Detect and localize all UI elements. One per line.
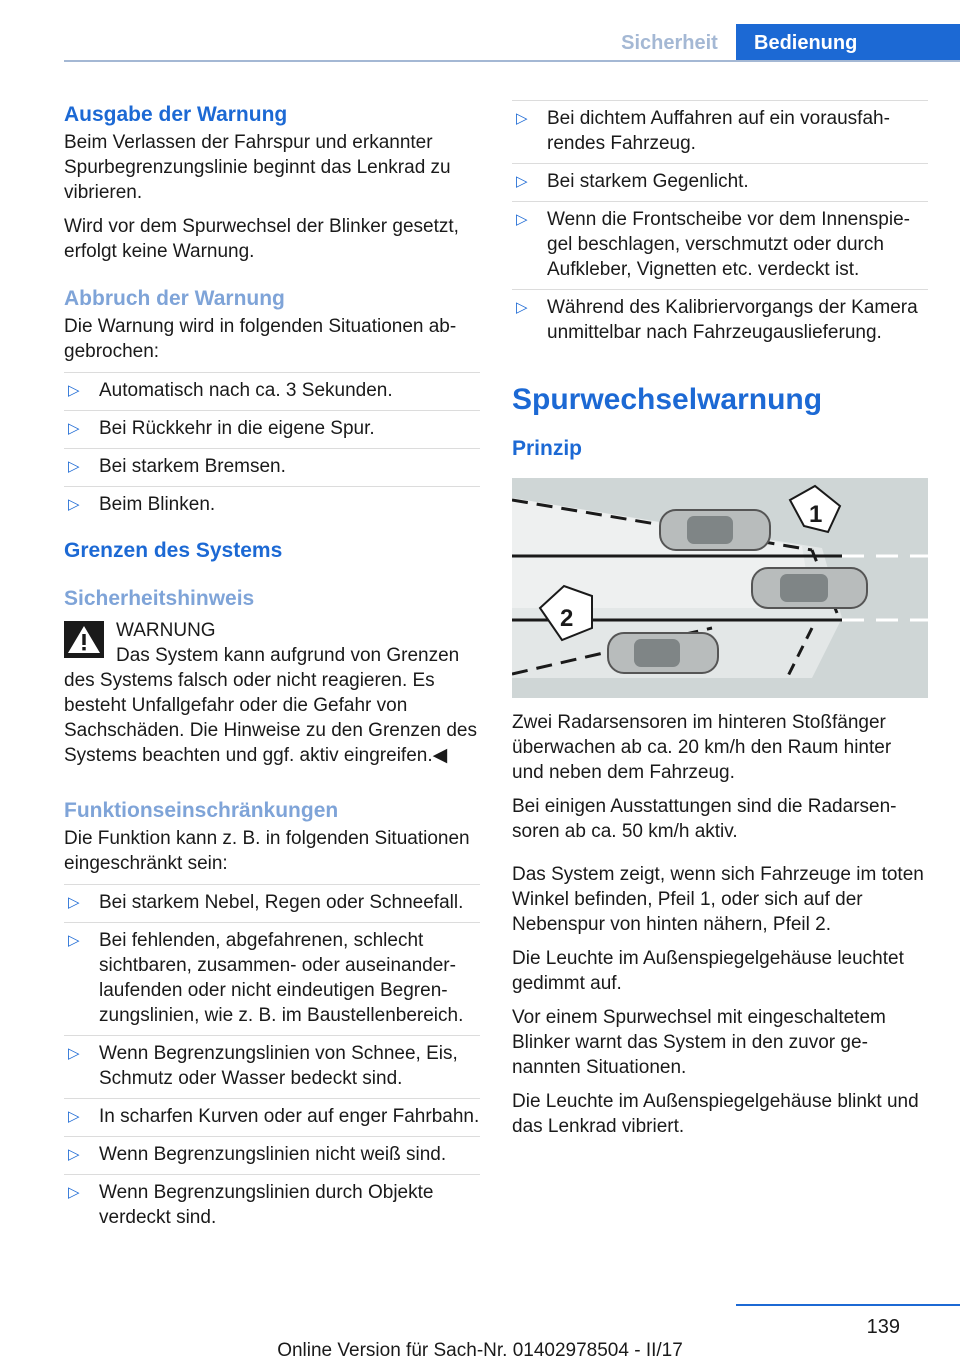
list-item: ▷ Bei dichtem Auffahren auf ein vorausfahrendes Fahrzeug. [512,100,928,163]
page-number: 139 [866,1316,900,1338]
heading-abbruch: Abbruch der Warnung [64,287,285,310]
paragraph: Die Funktion kann z. B. in folgenden Situationen eingeschränkt sein: [64,828,470,874]
list-item: ▷ In scharfen Kurven oder auf enger Fahrbahn. [64,1098,480,1136]
continued-list [512,100,928,352]
list-item: ▷ Bei starkem Nebel, Regen oder Schneefall. [64,884,480,922]
paragraph: Das System zeigt, wenn sich Fahrzeuge im toten Winkel befinden, Pfeil 1, oder sich auf der Nebenspur von hinten nähern, Pfeil 2. [512,864,924,935]
warning-triangle-icon [64,621,104,658]
funktion-list [64,884,480,1237]
heading-prinzip: Prinzip [512,437,583,460]
list-item: ▷ Beim Blinken. [64,486,480,524]
warning-text: des Systems falsch oder nicht reagieren. Es besteht Unfallgefahr oder die Gefahr von Sachschäden. Die Hinweise zu den Grenzen des Systems beachten und ggf. aktiv eingreifen.◀ [64,670,477,766]
triangle-bullet-icon: ▷ [516,110,528,127]
abbruch-list [64,372,480,524]
paragraph: Vor einem Spurwechsel mit eingeschaltetem Blinker warnt das System in den zuvor genannten Situationen. [512,1007,886,1078]
car-middle [752,568,867,608]
paragraph: Bei einigen Ausstattungen sind die Radarsensoren ab ca. 50 km/h aktiv. [512,796,897,842]
lane-change-diagram [512,478,928,698]
paragraph: Die Leuchte im Außenspiegelgehäuse blinkt und das Lenkrad vibriert. [512,1091,919,1137]
list-item: ▷ Bei starkem Bremsen. [64,448,480,486]
paragraph: Die Warnung wird in folgenden Situationen abgebrochen: [64,316,457,362]
triangle-bullet-icon: ▷ [68,1045,80,1062]
right-column [512,100,928,1148]
triangle-bullet-icon: ▷ [68,496,80,513]
warning-text-line1: Das System kann aufgrund von Grenzen [116,645,460,666]
svg-text:1: 1 [809,501,823,528]
tab-bedienung[interactable]: Bedienung [736,24,960,62]
header-rule [64,60,960,62]
triangle-bullet-icon: ▷ [68,932,80,949]
triangle-bullet-icon: ▷ [516,211,528,228]
triangle-bullet-icon: ▷ [516,299,528,316]
list-item: ▷ Automatisch nach ca. 3 Sekunden. [64,372,480,410]
tab-sicherheit[interactable]: Sicherheit [621,32,718,54]
list-item: ▷ Bei Rückkehr in die eigene Spur. [64,410,480,448]
paragraph: Wird vor dem Spurwechsel der Blinker gesetzt, erfolgt keine Warnung. [64,216,459,262]
heading-grenzen: Grenzen des Systems [64,539,283,562]
svg-text:2: 2 [560,605,574,632]
paragraph: Beim Verlassen der Fahrspur und erkannter Spurbegrenzungslinie beginnt das Lenkrad zu vibrieren. [64,132,451,203]
warning-title: WARNUNG [116,620,216,641]
footer-rule [736,1304,960,1306]
heading-sicherheitshinweis: Sicherheitshinweis [64,587,255,610]
triangle-bullet-icon: ▷ [68,458,80,475]
list-item: ▷ Wenn Begrenzungslinien nicht weiß sind. [64,1136,480,1174]
triangle-bullet-icon: ▷ [68,1146,80,1163]
list-item: ▷ Bei fehlenden, abgefahrenen, schlecht sichtbaren, zusammen- oder auseinanderlaufenden oder nicht eindeutigen Begrenzungslinien, wie z. B. im Baustellenbereich. [64,922,480,1035]
paragraph: Die Leuchte im Außenspiegelgehäuse leuchtet gedimmt auf. [512,948,904,994]
warning-box [64,618,480,768]
triangle-bullet-icon: ▷ [68,1184,80,1201]
car-bottom [608,633,718,673]
left-column [64,100,480,1237]
list-item: ▷ Während des Kalibriervorgangs der Kamera unmittelbar nach Fahrzeugauslieferung. [512,289,928,352]
heading-funktion: Funktionseinschränkungen [64,799,339,822]
diagram-svg [512,478,928,698]
triangle-bullet-icon: ▷ [516,173,528,190]
paragraph: Zwei Radarsensoren im hinteren Stoßfänger überwachen ab ca. 20 km/h den Raum hinter und neben dem Fahrzeug. [512,712,892,783]
list-item: ▷ Wenn Begrenzungslinien von Schnee, Eis, Schmutz oder Wasser bedeckt sind. [64,1035,480,1098]
triangle-bullet-icon: ▷ [68,1108,80,1125]
triangle-bullet-icon: ▷ [68,420,80,437]
heading-ausgabe: Ausgabe der Warnung [64,103,288,126]
list-item: ▷ Wenn Begrenzungslinien durch Objekte verdeckt sind. [64,1174,480,1237]
triangle-bullet-icon: ▷ [68,894,80,911]
online-version-note: Online Version für Sach-Nr. 01402978504 - II/17 [277,1340,683,1361]
car-top [660,510,770,550]
list-item: ▷ Wenn die Frontscheibe vor dem Innenspiegel beschlagen, verschmutzt oder durch Aufkleber, Vignetten etc. verdeckt ist. [512,201,928,289]
triangle-bullet-icon: ▷ [68,382,80,399]
heading-spurwechselwarnung: Spurwechselwarnung [512,383,823,416]
list-item: ▷ Bei starkem Gegenlicht. [512,163,928,201]
